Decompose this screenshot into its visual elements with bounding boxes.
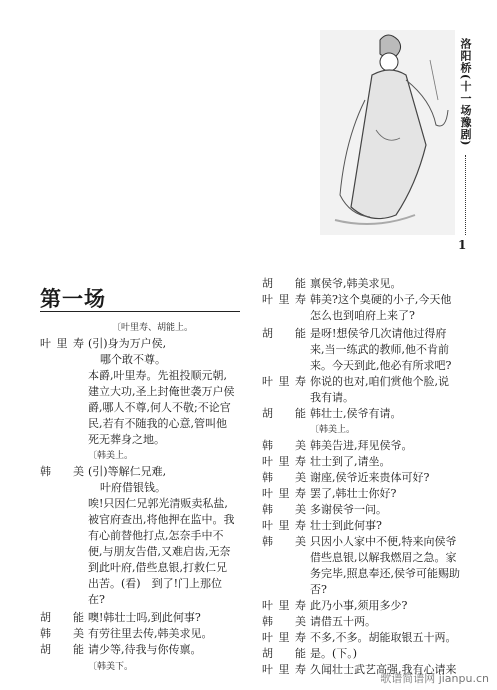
speaker-name: 叶里寿 — [262, 293, 306, 306]
speaker-name: 胡 能 — [262, 407, 306, 420]
dialogue-text: (引)等解仁兄难, — [88, 465, 167, 478]
dialogue-text: (引)身为万户侯, — [88, 337, 167, 350]
page-number: 1 — [458, 238, 467, 252]
speaker-name: 叶里寿 — [262, 487, 306, 500]
left-column — [40, 0, 240, 690]
dialogue-text: 你说的也对,咱们赏他个脸,说 — [310, 375, 449, 388]
dialogue-text: 只因小人家中不便,特来向侯爷 — [310, 535, 457, 548]
dialogue-text: 不多,不多。胡能取银五十两。 — [310, 631, 457, 644]
dialogue-text: 请少等,待我与你传禀。 — [88, 643, 202, 656]
dialogue-text: 本爵,叶里寿。先祖投顺元朝, — [88, 369, 227, 382]
speaker-name: 胡 能 — [40, 611, 84, 624]
speaker-name: 韩 美 — [262, 503, 306, 516]
speaker-name: 韩 美 — [262, 535, 306, 548]
dialogue-text: 叶府借银钱。 — [100, 481, 166, 494]
dialogue-text: 韩壮士,侯爷有请。 — [310, 407, 402, 420]
dialogue-text: 便,与朋友告借,又难启齿,无奈 — [88, 545, 231, 558]
dialogue-text: 死无葬身之地。 — [88, 433, 165, 446]
speaker-name: 叶里寿 — [262, 599, 306, 612]
speaker-name: 叶里寿 — [262, 455, 306, 468]
dialogue-text: 此乃小事,须用多少? — [310, 599, 408, 612]
speaker-name: 叶里寿 — [262, 663, 306, 676]
dialogue-text: 我有请。 — [310, 391, 354, 404]
speaker-name: 胡 能 — [262, 277, 306, 290]
speaker-name: 胡 能 — [262, 647, 306, 660]
dialogue-text: 有心前替他打点,怎奈手中不 — [88, 529, 224, 542]
dialogue-text: 民,若有不随我的心意,管叫他 — [88, 417, 227, 430]
title-dotted-leader — [465, 155, 466, 235]
dialogue-text: 爵,哪人不尊,何人不敬;不论官 — [88, 401, 231, 414]
dialogue-text: 韩美?这个臭硬的小子,今天他 — [310, 293, 452, 306]
dialogue-text: 建立大功,圣上封俺世袭万户侯 — [88, 385, 235, 398]
dialogue-text: 韩美告进,拜见侯爷。 — [310, 439, 413, 452]
stage-direction: 〔韩美下。 — [88, 662, 134, 672]
dialogue-text: 是呀!想侯爷几次请他过得府 — [310, 327, 447, 340]
dialogue-text: 谢座,侯爷近来贵体可好? — [310, 471, 430, 484]
stage-direction: 〔叶里寿、胡能上。 — [112, 323, 194, 333]
dialogue-text: 否? — [310, 583, 327, 596]
right-column — [262, 0, 462, 690]
stage-direction: 〔韩美上。 — [88, 451, 134, 461]
dialogue-text: 罢了,韩壮士你好? — [310, 487, 397, 500]
speaker-name: 韩 美 — [262, 439, 306, 452]
running-title: 洛阳桥(十一场豫剧) — [459, 38, 472, 147]
dialogue-text: 务完毕,照息奉还,侯爷可能赐助 — [310, 567, 460, 580]
dialogue-text: 壮士到了,请坐。 — [310, 455, 391, 468]
speaker-name: 叶里寿 — [40, 337, 84, 350]
speaker-name: 胡 能 — [40, 643, 84, 656]
dialogue-text: 唉!只因仁兄郭光清贩卖私盐, — [88, 497, 228, 510]
dialogue-text: 来,当一练武的教师,他不肯前 — [310, 343, 449, 356]
speaker-name: 叶里寿 — [262, 631, 306, 644]
stage-direction: 〔韩美上。 — [310, 425, 356, 435]
speaker-name: 韩 美 — [262, 471, 306, 484]
dialogue-text: 怎么也到咱府上来了? — [310, 309, 415, 322]
speaker-name: 韩 美 — [262, 615, 306, 628]
dialogue-text: 到此叶府,借些息银,打救仁兄 — [88, 561, 227, 574]
speaker-name: 叶里寿 — [262, 375, 306, 388]
dialogue-text: 请借五十两。 — [310, 615, 376, 628]
speaker-name: 胡 能 — [262, 327, 306, 340]
dialogue-text: 是。(下。) — [310, 647, 358, 660]
dialogue-text: 出苦。(看) 到了!门上那位 — [88, 577, 223, 590]
dialogue-text: 在? — [88, 593, 105, 606]
dialogue-text: 借些息银,以解我燃眉之急。家 — [310, 551, 457, 564]
dialogue-text: 禀侯爷,韩美求见。 — [310, 277, 402, 290]
dialogue-text: 多谢侯爷一问。 — [310, 503, 387, 516]
dialogue-text: 壮士到此何事? — [310, 519, 382, 532]
watermark: 歌谱简谱网 jianpu.cn — [380, 672, 489, 685]
dialogue-text: 噢!韩壮士吗,到此何事? — [88, 611, 201, 624]
speaker-name: 韩 美 — [40, 627, 84, 640]
dialogue-text: 被官府查出,将他押在监中。我 — [88, 513, 235, 526]
dialogue-text: 久闻壮士武艺高强,我有心请来 — [310, 663, 457, 676]
speaker-name: 叶里寿 — [262, 519, 306, 532]
speaker-name: 韩 美 — [40, 465, 84, 478]
scene-title: 第一场 — [40, 287, 106, 311]
dialogue-text: 来。今天到此,他必有所求吧? — [310, 359, 452, 372]
dialogue-text: 有劳往里去传,韩美求见。 — [88, 627, 213, 640]
dialogue-text: 哪个敢不尊。 — [100, 353, 166, 366]
